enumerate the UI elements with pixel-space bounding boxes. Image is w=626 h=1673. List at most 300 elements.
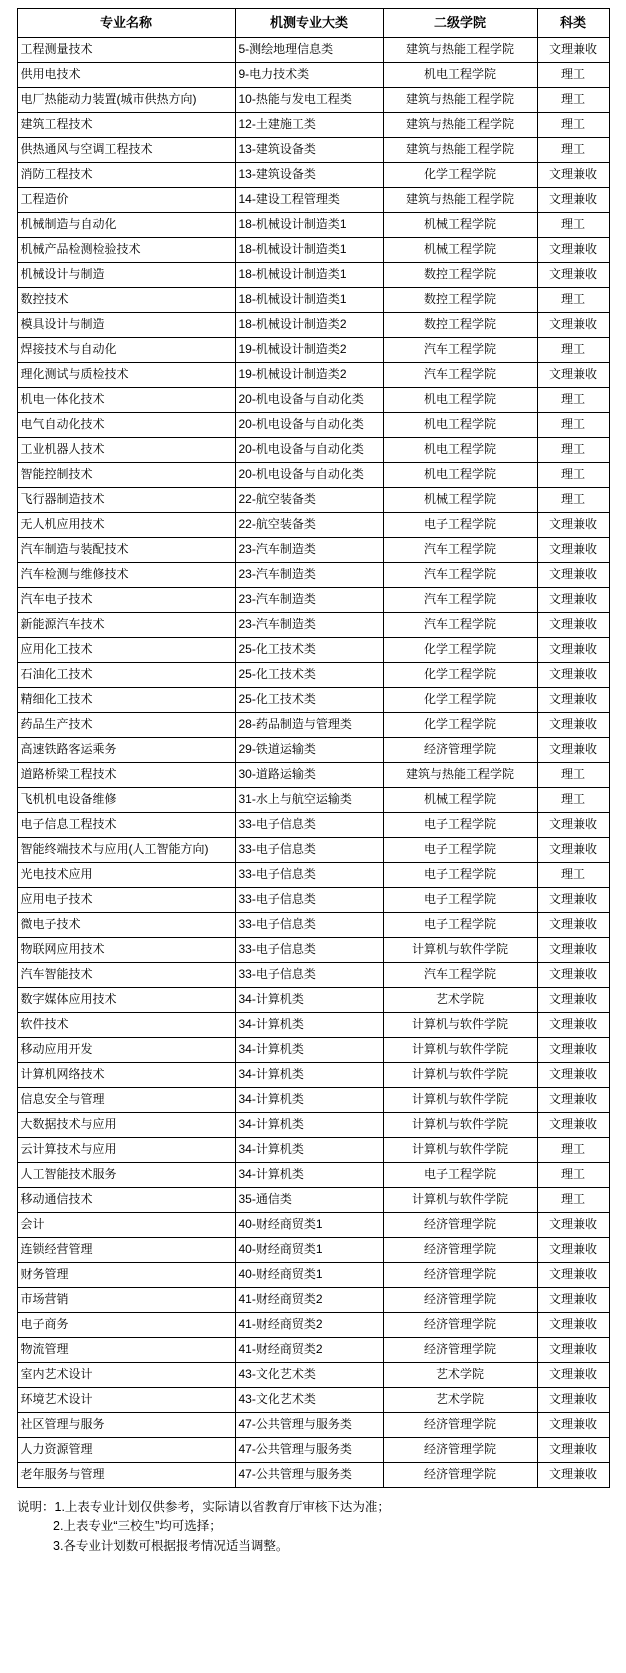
cell-major-category: 34-计算机类 — [235, 1138, 383, 1163]
cell-major-name: 模具设计与制造 — [17, 313, 235, 338]
cell-major-category: 41-财经商贸类2 — [235, 1288, 383, 1313]
cell-college-name: 机械工程学院 — [383, 488, 537, 513]
cell-major-category: 33-电子信息类 — [235, 938, 383, 963]
table-row — [17, 1038, 609, 1063]
table-row — [17, 338, 609, 363]
cell-subject-type: 文理兼收 — [537, 563, 609, 588]
table-row — [17, 213, 609, 238]
cell-subject-type: 理工 — [537, 288, 609, 313]
cell-major-category: 23-汽车制造类 — [235, 588, 383, 613]
cell-college-name: 机电工程学院 — [383, 388, 537, 413]
cell-college-name: 计算机与软件学院 — [383, 1063, 537, 1088]
cell-major-name: 新能源汽车技术 — [17, 613, 235, 638]
cell-major-category: 20-机电设备与自动化类 — [235, 463, 383, 488]
table-row — [17, 1138, 609, 1163]
cell-major-category: 33-电子信息类 — [235, 813, 383, 838]
cell-major-name: 机械设计与制造 — [17, 263, 235, 288]
table-row — [17, 838, 609, 863]
cell-college-name: 机电工程学院 — [383, 438, 537, 463]
column-header-major-name: 专业名称 — [17, 9, 235, 38]
table-row — [17, 1213, 609, 1238]
cell-subject-type: 文理兼收 — [537, 688, 609, 713]
table-row — [17, 313, 609, 338]
cell-college-name: 汽车工程学院 — [383, 563, 537, 588]
table-header — [17, 9, 609, 38]
cell-major-name: 电子商务 — [17, 1313, 235, 1338]
cell-college-name: 计算机与软件学院 — [383, 1188, 537, 1213]
cell-subject-type: 文理兼收 — [537, 1413, 609, 1438]
cell-college-name: 经济管理学院 — [383, 1338, 537, 1363]
table-row — [17, 138, 609, 163]
cell-subject-type: 文理兼收 — [537, 1363, 609, 1388]
cell-major-name: 连锁经营管理 — [17, 1238, 235, 1263]
cell-major-category: 13-建筑设备类 — [235, 163, 383, 188]
cell-subject-type: 文理兼收 — [537, 1038, 609, 1063]
table-row — [17, 1188, 609, 1213]
cell-subject-type: 文理兼收 — [537, 813, 609, 838]
cell-subject-type: 理工 — [537, 1188, 609, 1213]
cell-major-name: 财务管理 — [17, 1263, 235, 1288]
cell-major-category: 18-机械设计制造类2 — [235, 313, 383, 338]
cell-subject-type: 文理兼收 — [537, 1113, 609, 1138]
cell-college-name: 建筑与热能工程学院 — [383, 88, 537, 113]
cell-major-name: 移动通信技术 — [17, 1188, 235, 1213]
cell-subject-type: 文理兼收 — [537, 1438, 609, 1463]
cell-major-category: 40-财经商贸类1 — [235, 1263, 383, 1288]
cell-major-category: 40-财经商贸类1 — [235, 1238, 383, 1263]
cell-major-category: 33-电子信息类 — [235, 963, 383, 988]
table-row — [17, 888, 609, 913]
table-row — [17, 263, 609, 288]
cell-college-name: 机电工程学院 — [383, 413, 537, 438]
cell-major-name: 电厂热能动力装置(城市供热方向) — [17, 88, 235, 113]
table-row — [17, 538, 609, 563]
cell-major-name: 汽车制造与装配技术 — [17, 538, 235, 563]
cell-major-name: 计算机网络技术 — [17, 1063, 235, 1088]
cell-subject-type: 理工 — [537, 413, 609, 438]
cell-subject-type: 文理兼收 — [537, 1388, 609, 1413]
table-row — [17, 488, 609, 513]
cell-major-name: 机电一体化技术 — [17, 388, 235, 413]
cell-major-category: 33-电子信息类 — [235, 913, 383, 938]
cell-subject-type: 理工 — [537, 88, 609, 113]
cell-subject-type: 文理兼收 — [537, 513, 609, 538]
cell-subject-type: 文理兼收 — [537, 263, 609, 288]
cell-subject-type: 文理兼收 — [537, 1238, 609, 1263]
table-row — [17, 113, 609, 138]
table-row — [17, 813, 609, 838]
cell-college-name: 机械工程学院 — [383, 788, 537, 813]
cell-major-category: 47-公共管理与服务类 — [235, 1438, 383, 1463]
table-row — [17, 963, 609, 988]
cell-major-category: 19-机械设计制造类2 — [235, 363, 383, 388]
table-row — [17, 938, 609, 963]
cell-subject-type: 文理兼收 — [537, 1288, 609, 1313]
table-row — [17, 613, 609, 638]
cell-subject-type: 文理兼收 — [537, 163, 609, 188]
cell-college-name: 建筑与热能工程学院 — [383, 138, 537, 163]
cell-major-name: 信息安全与管理 — [17, 1088, 235, 1113]
cell-college-name: 经济管理学院 — [383, 1288, 537, 1313]
cell-college-name: 化学工程学院 — [383, 163, 537, 188]
cell-major-category: 9-电力技术类 — [235, 63, 383, 88]
cell-major-category: 33-电子信息类 — [235, 838, 383, 863]
cell-subject-type: 文理兼收 — [537, 188, 609, 213]
cell-major-category: 25-化工技术类 — [235, 663, 383, 688]
table-row — [17, 38, 609, 63]
cell-subject-type: 文理兼收 — [537, 1013, 609, 1038]
cell-major-category: 28-药品制造与管理类 — [235, 713, 383, 738]
table-row — [17, 88, 609, 113]
cell-major-name: 室内艺术设计 — [17, 1363, 235, 1388]
note-line-2: 2.上表专业“三校生”均可选择； — [53, 1519, 222, 1534]
cell-subject-type: 文理兼收 — [537, 1088, 609, 1113]
cell-college-name: 电子工程学院 — [383, 913, 537, 938]
cell-college-name: 建筑与热能工程学院 — [383, 763, 537, 788]
table-row — [17, 663, 609, 688]
cell-college-name: 经济管理学院 — [383, 1438, 537, 1463]
cell-major-name: 大数据技术与应用 — [17, 1113, 235, 1138]
table-row — [17, 1163, 609, 1188]
cell-major-name: 智能终端技术与应用(人工智能方向) — [17, 838, 235, 863]
cell-college-name: 化学工程学院 — [383, 688, 537, 713]
cell-major-category: 31-水上与航空运输类 — [235, 788, 383, 813]
cell-major-name: 飞行器制造技术 — [17, 488, 235, 513]
cell-major-category: 20-机电设备与自动化类 — [235, 413, 383, 438]
table-row — [17, 1438, 609, 1463]
cell-major-category: 47-公共管理与服务类 — [235, 1463, 383, 1488]
cell-subject-type: 理工 — [537, 338, 609, 363]
table-row — [17, 1413, 609, 1438]
cell-major-name: 社区管理与服务 — [17, 1413, 235, 1438]
cell-subject-type: 文理兼收 — [537, 713, 609, 738]
cell-major-category: 23-汽车制造类 — [235, 613, 383, 638]
cell-major-category: 22-航空装备类 — [235, 488, 383, 513]
cell-major-name: 高速铁路客运乘务 — [17, 738, 235, 763]
cell-subject-type: 文理兼收 — [537, 538, 609, 563]
cell-major-category: 23-汽车制造类 — [235, 563, 383, 588]
table-row — [17, 1113, 609, 1138]
cell-college-name: 经济管理学院 — [383, 1263, 537, 1288]
cell-major-name: 工业机器人技术 — [17, 438, 235, 463]
table-row — [17, 1338, 609, 1363]
cell-subject-type: 文理兼收 — [537, 988, 609, 1013]
majors-table — [17, 8, 610, 1488]
cell-major-name: 焊接技术与自动化 — [17, 338, 235, 363]
cell-subject-type: 文理兼收 — [537, 363, 609, 388]
cell-subject-type: 理工 — [537, 113, 609, 138]
cell-college-name: 经济管理学院 — [383, 1213, 537, 1238]
cell-college-name: 建筑与热能工程学院 — [383, 38, 537, 63]
cell-subject-type: 理工 — [537, 788, 609, 813]
cell-major-category: 34-计算机类 — [235, 1088, 383, 1113]
cell-subject-type: 理工 — [537, 63, 609, 88]
cell-subject-type: 理工 — [537, 438, 609, 463]
cell-major-name: 人工智能技术服务 — [17, 1163, 235, 1188]
cell-major-name: 物流管理 — [17, 1338, 235, 1363]
cell-major-name: 环境艺术设计 — [17, 1388, 235, 1413]
cell-major-category: 29-铁道运输类 — [235, 738, 383, 763]
cell-major-category: 43-文化艺术类 — [235, 1388, 383, 1413]
cell-subject-type: 文理兼收 — [537, 963, 609, 988]
table-row — [17, 1463, 609, 1488]
cell-college-name: 电子工程学院 — [383, 863, 537, 888]
cell-major-category: 34-计算机类 — [235, 1113, 383, 1138]
cell-college-name: 机械工程学院 — [383, 213, 537, 238]
cell-college-name: 机电工程学院 — [383, 63, 537, 88]
cell-major-category: 19-机械设计制造类2 — [235, 338, 383, 363]
cell-subject-type: 理工 — [537, 1138, 609, 1163]
cell-subject-type: 理工 — [537, 463, 609, 488]
cell-major-category: 33-电子信息类 — [235, 863, 383, 888]
cell-subject-type: 文理兼收 — [537, 1063, 609, 1088]
cell-college-name: 数控工程学院 — [383, 313, 537, 338]
cell-college-name: 经济管理学院 — [383, 738, 537, 763]
cell-major-category: 20-机电设备与自动化类 — [235, 438, 383, 463]
cell-college-name: 化学工程学院 — [383, 713, 537, 738]
table-row — [17, 1088, 609, 1113]
table-row — [17, 388, 609, 413]
cell-major-category: 35-通信类 — [235, 1188, 383, 1213]
cell-major-name: 电气自动化技术 — [17, 413, 235, 438]
cell-college-name: 汽车工程学院 — [383, 588, 537, 613]
cell-major-category: 47-公共管理与服务类 — [235, 1413, 383, 1438]
cell-major-name: 机械制造与自动化 — [17, 213, 235, 238]
table-row — [17, 363, 609, 388]
cell-college-name: 经济管理学院 — [383, 1313, 537, 1338]
cell-college-name: 汽车工程学院 — [383, 613, 537, 638]
cell-major-name: 汽车检测与维修技术 — [17, 563, 235, 588]
cell-major-name: 电子信息工程技术 — [17, 813, 235, 838]
cell-major-category: 34-计算机类 — [235, 1013, 383, 1038]
cell-major-name: 会计 — [17, 1213, 235, 1238]
cell-college-name: 汽车工程学院 — [383, 338, 537, 363]
cell-major-category: 20-机电设备与自动化类 — [235, 388, 383, 413]
notes-block — [17, 1498, 609, 1556]
cell-subject-type: 文理兼收 — [537, 1313, 609, 1338]
cell-college-name: 化学工程学院 — [383, 663, 537, 688]
table-row — [17, 913, 609, 938]
cell-subject-type: 文理兼收 — [537, 313, 609, 338]
cell-college-name: 数控工程学院 — [383, 288, 537, 313]
table-row — [17, 988, 609, 1013]
cell-major-name: 软件技术 — [17, 1013, 235, 1038]
cell-college-name: 机械工程学院 — [383, 238, 537, 263]
table-row — [17, 1013, 609, 1038]
cell-major-name: 理化测试与质检技术 — [17, 363, 235, 388]
cell-subject-type: 文理兼收 — [537, 738, 609, 763]
cell-subject-type: 文理兼收 — [537, 888, 609, 913]
table-row — [17, 238, 609, 263]
cell-college-name: 汽车工程学院 — [383, 963, 537, 988]
cell-major-name: 飞机机电设备维修 — [17, 788, 235, 813]
cell-major-category: 13-建筑设备类 — [235, 138, 383, 163]
cell-major-name: 市场营销 — [17, 1288, 235, 1313]
table-row — [17, 588, 609, 613]
cell-major-category: 25-化工技术类 — [235, 688, 383, 713]
cell-college-name: 计算机与软件学院 — [383, 1113, 537, 1138]
note-line-1: 说明：1.上表专业计划仅供参考，实际请以省教育厅审核下达为准； — [17, 1500, 390, 1514]
table-row — [17, 788, 609, 813]
table-row — [17, 563, 609, 588]
cell-college-name: 艺术学院 — [383, 988, 537, 1013]
cell-subject-type: 文理兼收 — [537, 638, 609, 663]
cell-subject-type: 文理兼收 — [537, 838, 609, 863]
cell-college-name: 电子工程学院 — [383, 838, 537, 863]
cell-college-name: 电子工程学院 — [383, 513, 537, 538]
table-row — [17, 188, 609, 213]
note-line-3: 3.各专业计划数可根据报考情况适当调整。 — [53, 1538, 289, 1553]
cell-college-name: 计算机与软件学院 — [383, 1038, 537, 1063]
cell-major-name: 人力资源管理 — [17, 1438, 235, 1463]
cell-major-name: 汽车电子技术 — [17, 588, 235, 613]
cell-major-category: 25-化工技术类 — [235, 638, 383, 663]
cell-college-name: 电子工程学院 — [383, 888, 537, 913]
cell-subject-type: 理工 — [537, 388, 609, 413]
column-header-subject: 科类 — [537, 9, 609, 38]
cell-subject-type: 文理兼收 — [537, 38, 609, 63]
cell-major-category: 18-机械设计制造类1 — [235, 288, 383, 313]
column-header-category: 机测专业大类 — [235, 9, 383, 38]
table-row — [17, 1063, 609, 1088]
cell-major-name: 石油化工技术 — [17, 663, 235, 688]
cell-major-name: 应用化工技术 — [17, 638, 235, 663]
cell-major-category: 34-计算机类 — [235, 988, 383, 1013]
cell-college-name: 计算机与软件学院 — [383, 938, 537, 963]
cell-college-name: 艺术学院 — [383, 1388, 537, 1413]
column-header-college: 二级学院 — [383, 9, 537, 38]
cell-major-name: 道路桥梁工程技术 — [17, 763, 235, 788]
document-page — [0, 8, 626, 1556]
cell-major-name: 数字媒体应用技术 — [17, 988, 235, 1013]
table-row — [17, 163, 609, 188]
cell-major-category: 18-机械设计制造类1 — [235, 213, 383, 238]
cell-major-category: 18-机械设计制造类1 — [235, 238, 383, 263]
cell-major-category: 22-航空装备类 — [235, 513, 383, 538]
table-row — [17, 63, 609, 88]
cell-subject-type: 理工 — [537, 138, 609, 163]
cell-college-name: 汽车工程学院 — [383, 538, 537, 563]
table-row — [17, 1313, 609, 1338]
cell-college-name: 电子工程学院 — [383, 813, 537, 838]
cell-major-name: 消防工程技术 — [17, 163, 235, 188]
cell-major-name: 建筑工程技术 — [17, 113, 235, 138]
cell-major-name: 供用电技术 — [17, 63, 235, 88]
table-row — [17, 1363, 609, 1388]
cell-subject-type: 理工 — [537, 763, 609, 788]
cell-major-category: 34-计算机类 — [235, 1038, 383, 1063]
cell-college-name: 电子工程学院 — [383, 1163, 537, 1188]
table-header-row — [17, 9, 609, 38]
cell-major-category: 34-计算机类 — [235, 1063, 383, 1088]
cell-subject-type: 文理兼收 — [537, 663, 609, 688]
cell-major-name: 数控技术 — [17, 288, 235, 313]
cell-subject-type: 文理兼收 — [537, 1263, 609, 1288]
cell-major-name: 精细化工技术 — [17, 688, 235, 713]
cell-major-name: 汽车智能技术 — [17, 963, 235, 988]
table-row — [17, 738, 609, 763]
cell-major-name: 工程测量技术 — [17, 38, 235, 63]
cell-major-name: 药品生产技术 — [17, 713, 235, 738]
cell-major-name: 无人机应用技术 — [17, 513, 235, 538]
cell-major-name: 工程造价 — [17, 188, 235, 213]
table-row — [17, 513, 609, 538]
table-row — [17, 688, 609, 713]
cell-subject-type: 理工 — [537, 1163, 609, 1188]
cell-major-category: 18-机械设计制造类1 — [235, 263, 383, 288]
cell-major-name: 云计算技术与应用 — [17, 1138, 235, 1163]
cell-major-category: 43-文化艺术类 — [235, 1363, 383, 1388]
cell-subject-type: 文理兼收 — [537, 938, 609, 963]
cell-major-category: 12-土建施工类 — [235, 113, 383, 138]
cell-subject-type: 文理兼收 — [537, 238, 609, 263]
cell-major-name: 物联网应用技术 — [17, 938, 235, 963]
cell-major-name: 移动应用开发 — [17, 1038, 235, 1063]
cell-college-name: 化学工程学院 — [383, 638, 537, 663]
cell-college-name: 汽车工程学院 — [383, 363, 537, 388]
cell-major-category: 41-财经商贸类2 — [235, 1313, 383, 1338]
cell-major-category: 23-汽车制造类 — [235, 538, 383, 563]
table-row — [17, 438, 609, 463]
table-row — [17, 1238, 609, 1263]
cell-subject-type: 理工 — [537, 213, 609, 238]
cell-major-category: 5-测绘地理信息类 — [235, 38, 383, 63]
cell-major-category: 33-电子信息类 — [235, 888, 383, 913]
cell-major-name: 老年服务与管理 — [17, 1463, 235, 1488]
table-row — [17, 763, 609, 788]
cell-major-name: 供热通风与空调工程技术 — [17, 138, 235, 163]
cell-major-category: 40-财经商贸类1 — [235, 1213, 383, 1238]
cell-subject-type: 文理兼收 — [537, 613, 609, 638]
cell-major-category: 41-财经商贸类2 — [235, 1338, 383, 1363]
cell-subject-type: 文理兼收 — [537, 1338, 609, 1363]
cell-subject-type: 文理兼收 — [537, 1213, 609, 1238]
cell-major-category: 30-道路运输类 — [235, 763, 383, 788]
cell-subject-type: 文理兼收 — [537, 588, 609, 613]
cell-college-name: 经济管理学院 — [383, 1413, 537, 1438]
cell-major-name: 光电技术应用 — [17, 863, 235, 888]
cell-college-name: 建筑与热能工程学院 — [383, 113, 537, 138]
table-row — [17, 1263, 609, 1288]
cell-major-category: 34-计算机类 — [235, 1163, 383, 1188]
table-row — [17, 463, 609, 488]
table-row — [17, 288, 609, 313]
cell-subject-type: 文理兼收 — [537, 913, 609, 938]
cell-subject-type: 理工 — [537, 863, 609, 888]
table-body — [17, 38, 609, 1488]
cell-subject-type: 理工 — [537, 488, 609, 513]
cell-college-name: 经济管理学院 — [383, 1463, 537, 1488]
table-row — [17, 413, 609, 438]
table-row — [17, 1388, 609, 1413]
cell-major-category: 10-热能与发电工程类 — [235, 88, 383, 113]
cell-major-name: 微电子技术 — [17, 913, 235, 938]
cell-college-name: 数控工程学院 — [383, 263, 537, 288]
table-row — [17, 638, 609, 663]
cell-college-name: 艺术学院 — [383, 1363, 537, 1388]
cell-major-category: 14-建设工程管理类 — [235, 188, 383, 213]
cell-college-name: 计算机与软件学院 — [383, 1013, 537, 1038]
cell-college-name: 计算机与软件学院 — [383, 1138, 537, 1163]
table-row — [17, 1288, 609, 1313]
cell-college-name: 建筑与热能工程学院 — [383, 188, 537, 213]
cell-major-name: 机械产品检测检验技术 — [17, 238, 235, 263]
cell-college-name: 机电工程学院 — [383, 463, 537, 488]
cell-college-name: 经济管理学院 — [383, 1238, 537, 1263]
cell-subject-type: 文理兼收 — [537, 1463, 609, 1488]
cell-college-name: 计算机与软件学院 — [383, 1088, 537, 1113]
table-row — [17, 863, 609, 888]
